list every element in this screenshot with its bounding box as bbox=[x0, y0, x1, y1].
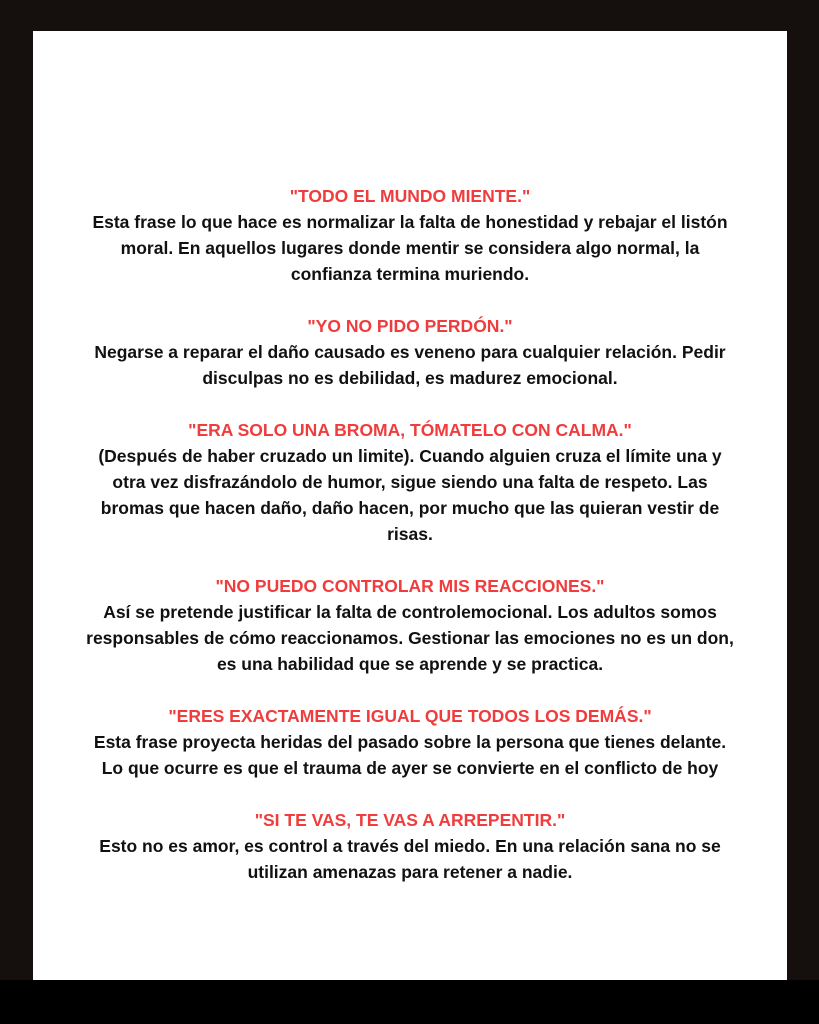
section-line: disculpas no es debilidad, es madurez emocional. bbox=[202, 368, 618, 388]
section-line: Esta frase proyecta heridas del pasado sobre la persona que tienes delante. bbox=[93, 732, 727, 752]
section-line: Lo que ocurre es que el trauma de ayer se convierte en el conflicto de hoy bbox=[101, 758, 719, 778]
section-line: moral. En aquellos lugares donde mentir se considera algo normal, la bbox=[120, 238, 700, 258]
section-heading: "TODO EL MUNDO MIENTE." bbox=[289, 186, 531, 206]
section-no-puedo-controlar bbox=[40, 573, 780, 677]
section-era-solo-una-broma bbox=[40, 417, 780, 547]
section-line: utilizan amenazas para retener a nadie. bbox=[247, 862, 573, 882]
section-eres-exactamente-igual bbox=[40, 703, 780, 781]
section-line: otra vez disfrazándolo de humor, sigue siendo una falta de respeto. Las bbox=[112, 472, 708, 492]
section-line: Esta frase lo que hace es normalizar la falta de honestidad y rebajar el listón bbox=[92, 212, 728, 232]
section-yo-no-pido-perdon bbox=[40, 313, 780, 391]
section-line: es una habilidad que se aprende y se practica. bbox=[216, 654, 604, 674]
section-line: (Después de haber cruzado un limite). Cuando alguien cruza el límite una y bbox=[98, 446, 722, 466]
section-todo-el-mundo-miente bbox=[40, 183, 780, 287]
section-line: Así se pretende justificar la falta de controlemocional. Los adultos somos bbox=[103, 602, 717, 622]
section-heading: "SI TE VAS, TE VAS A ARREPENTIR." bbox=[254, 810, 566, 830]
document-page bbox=[33, 31, 787, 980]
section-line: responsables de cómo reaccionamos. Gestionar las emociones no es un don, bbox=[86, 628, 734, 648]
section-heading: "YO NO PIDO PERDÓN." bbox=[307, 316, 513, 336]
document-content bbox=[33, 183, 787, 911]
section-line: Negarse a reparar el daño causado es veneno para cualquier relación. Pedir bbox=[94, 342, 726, 362]
section-heading: "ERES EXACTAMENTE IGUAL QUE TODOS LOS DEMÁS." bbox=[168, 706, 652, 726]
section-line: Esto no es amor, es control a través del miedo. En una relación sana no se bbox=[99, 836, 721, 856]
section-line: risas. bbox=[387, 524, 433, 544]
section-line: bromas que hacen daño, daño hacen, por mucho que las quieran vestir de bbox=[100, 498, 720, 518]
section-si-te-vas bbox=[40, 807, 780, 885]
bottom-border bbox=[0, 980, 819, 1024]
section-line: confianza termina muriendo. bbox=[290, 264, 530, 284]
section-heading: "ERA SOLO UNA BROMA, TÓMATELO CON CALMA." bbox=[188, 420, 632, 440]
section-heading: "NO PUEDO CONTROLAR MIS REACCIONES." bbox=[215, 576, 605, 596]
